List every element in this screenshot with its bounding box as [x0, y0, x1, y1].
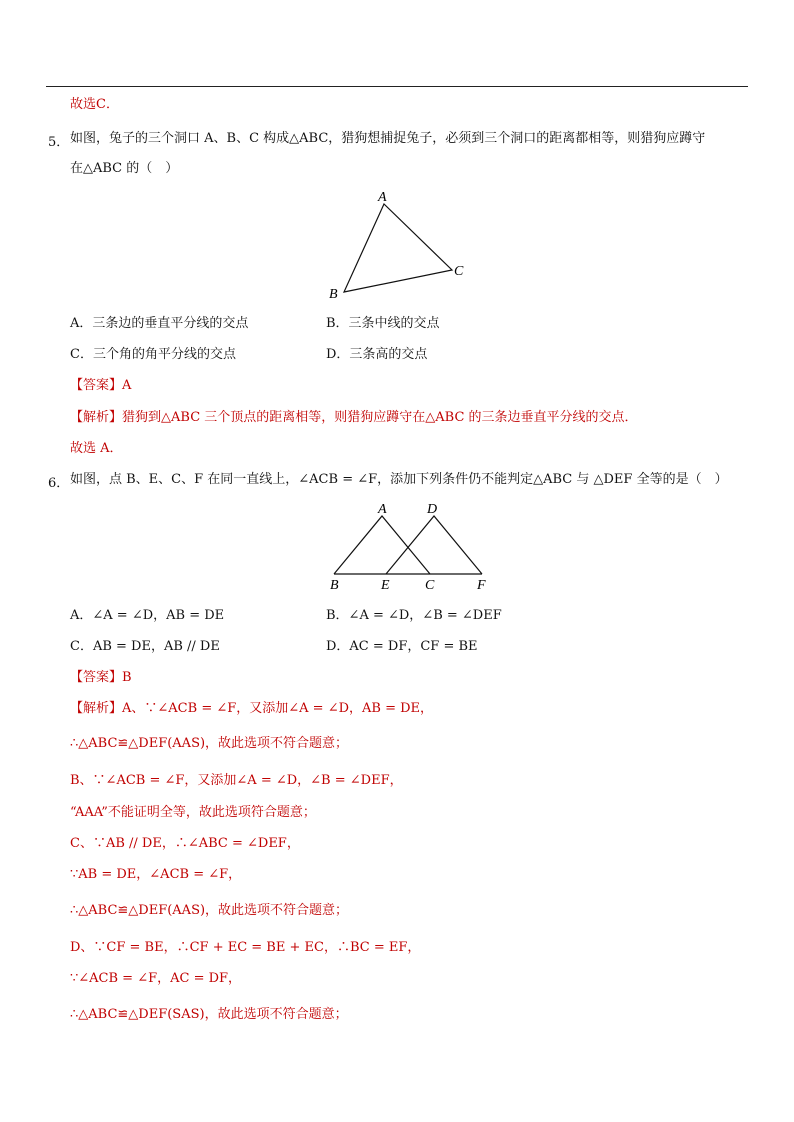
q6-analysis-line-6: ∵AB = DE，∠ACB = ∠F， [70, 867, 242, 882]
q6-analysis-line-3: B、∵∠ACB = ∠F，又添加∠A = ∠D，∠B = ∠DEF， [70, 773, 403, 788]
q6-analysis-line-8: D、∵CF = BE，∴CF + EC = BE + EC，∴BC = EF， [70, 940, 421, 955]
q6-analysis-line-4: “AAA”不能证明全等，故此选项符合题意； [70, 805, 316, 820]
label-c: C [454, 264, 464, 279]
analysis-tag: 【解析】 [70, 410, 123, 425]
q6-option-d: D．AC = DF，CF = BE [326, 639, 478, 654]
q5-number: 5． [48, 135, 70, 150]
q6-analysis-line-2: ∴△ABC≌△DEF(AAS)，故此选项不符合题意； [70, 736, 349, 751]
q6-analysis-line-9: ∵∠ACB = ∠F，AC = DF， [70, 971, 242, 986]
q5-stem-line1: 如图，兔子的三个洞口 A、B、C 构成△ABC，猎狗想捕捉兔子，必须到三个洞口的距离都相等，则猎狗应蹲守 [70, 131, 706, 146]
label-a: A [378, 502, 387, 517]
answer-value: A [122, 378, 132, 393]
q6-option-b: B．∠A = ∠D，∠B = ∠DEF [326, 608, 502, 623]
q5-option-d: D．三条高的交点 [326, 347, 428, 362]
answer-tag: 【答案】 [70, 378, 123, 393]
q5-triangle-figure [320, 182, 480, 304]
label-d: D [427, 502, 438, 517]
answer-tag: 【答案】 [70, 670, 123, 685]
triangle-abc [334, 516, 430, 574]
q6-option-a: A．∠A = ∠D，AB = DE [70, 608, 225, 623]
label-b: B [329, 287, 338, 302]
label-f: F [477, 578, 486, 593]
q6-analysis-line-5: C、∵AB // DE，∴∠ABC = ∠DEF， [70, 836, 300, 851]
q5-option-a: A．三条边的垂直平分线的交点 [70, 316, 249, 331]
q6-answer [70, 670, 132, 686]
prev-conclusion: 故选C． [70, 97, 119, 112]
triangle-abc [344, 204, 452, 292]
q5-answer [70, 378, 131, 394]
q5-analysis [70, 410, 638, 426]
q5-option-c: C．三个角的角平分线的交点 [70, 347, 236, 362]
q6-stem: 如图，点 B、E、C、F 在同一直线上，∠ACB = ∠F，添加下列条件仍不能判定△ABC 与 △DEF 全等的是（ ） [70, 472, 728, 487]
label-c: C [425, 578, 435, 593]
analysis-tag: 【解析】 [70, 701, 123, 716]
label-a: A [378, 190, 387, 205]
q6-analysis-line-10: ∴△ABC≌△DEF(SAS)，故此选项不符合题意； [70, 1007, 348, 1022]
q6-number: 6． [48, 476, 70, 491]
label-e: E [381, 578, 390, 593]
q5-option-b: B．三条中线的交点 [326, 316, 440, 331]
analysis-text: 猎狗到△ABC 三个顶点的距离相等，则猎狗应蹲守在△ABC 的三条边垂直平分线的交点． [122, 410, 638, 425]
answer-value: B [122, 670, 132, 685]
q6-analysis-line-1 [70, 701, 433, 717]
triangle-def [386, 516, 482, 574]
q5-conclusion: 故选 A． [70, 441, 123, 456]
q6-option-c: C．AB = DE，AB // DE [70, 639, 220, 654]
label-b: B [330, 578, 339, 593]
q5-stem-line2: 在△ABC 的（ ） [70, 161, 179, 176]
header-rule [46, 86, 748, 87]
analysis-text: A、∵∠ACB = ∠F，又添加∠A = ∠D，AB = DE， [122, 701, 434, 716]
q6-triangles-figure [320, 498, 500, 594]
q6-analysis-line-7: ∴△ABC≌△DEF(AAS)，故此选项不符合题意； [70, 903, 349, 918]
